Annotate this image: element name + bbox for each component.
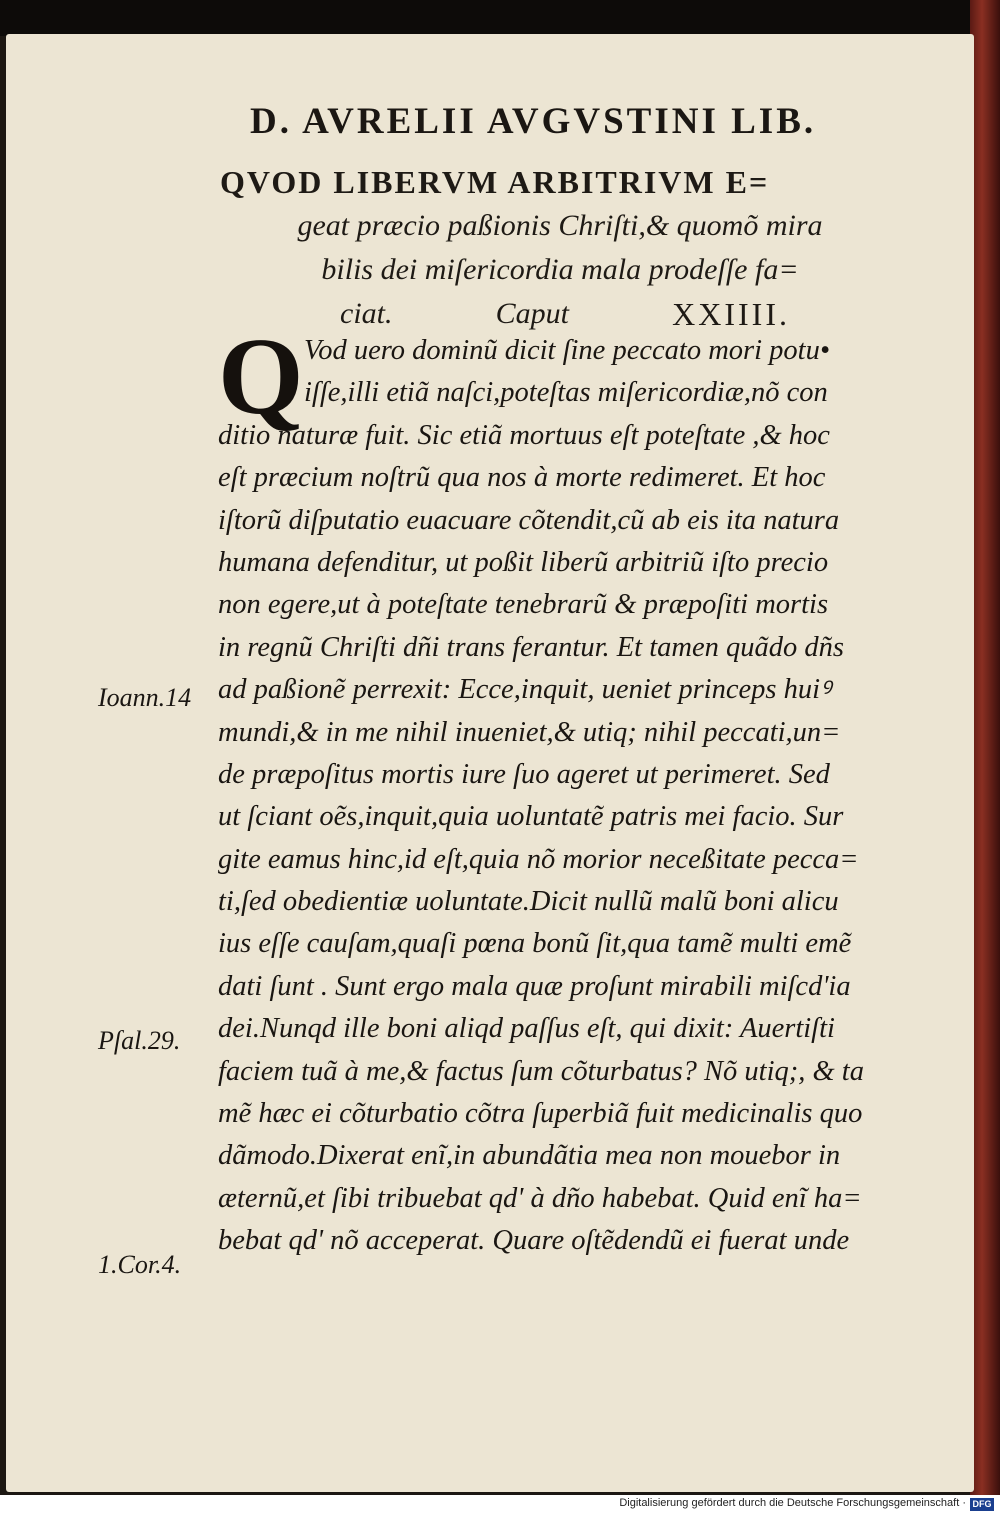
body-line: ad paßionẽ perrexit: Ecce,inquit, ueniet princeps huiꝰ bbox=[218, 674, 831, 706]
body-line: humana defenditur, ut poßit liberũ arbitriũ iſto precio bbox=[218, 546, 829, 578]
book-edge bbox=[970, 0, 1000, 1495]
chapter-heading-line-1: QVOD LIBERVM ARBITRIVM E= bbox=[220, 164, 770, 200]
body-line: de præpoſitus mortis iure ſuo ageret ut perimeret. Sed bbox=[218, 758, 830, 790]
body-line: iſſe,illi etiã naſci,poteſtas miſericordiæ,nõ con bbox=[304, 377, 828, 409]
body-line: dati ſunt . Sunt ergo mala quæ proſunt mirabili miſcd'ia bbox=[218, 970, 851, 1002]
body-line: ditio naturæ fuit. Sic etiã mortuus eſt poteſtate ,& hoc bbox=[218, 419, 830, 451]
body-line: dei.Nunqd ille boni aliqd paſſus eſt, qui dixit: Auertiſti bbox=[218, 1013, 835, 1045]
footer-credit: Digitalisierung gefördert durch die Deutsche Forschungsgemeinschaft · bbox=[619, 1497, 966, 1509]
body-line: ut ſciant oẽs,inquit,quia uoluntatẽ patris mei facio. Sur bbox=[218, 801, 844, 833]
chapter-number: XXIIII. bbox=[672, 296, 790, 332]
body-line: iſtorũ diſputatio euacuare cõtendit,cũ ab eis ita natura bbox=[218, 504, 840, 536]
body-line: mẽ hæc ei cõturbatio cõtra ſuperbiã fuit medicinalis quo bbox=[218, 1098, 863, 1130]
body-line: non egere,ut à poteſtate tenebrarũ & præpoſiti mortis bbox=[218, 589, 829, 621]
body-line: mundi,& in me nihil inueniet,& utiq; nihil peccati,un= bbox=[218, 716, 841, 748]
body-line: gite eamus hinc,id eſt,quia nõ morior neceßitate pecca= bbox=[218, 843, 859, 875]
chapter-caput-label: Caput bbox=[495, 297, 569, 330]
body-line: eſt præcium noſtrũ qua nos à morte redimeret. Et hoc bbox=[218, 462, 826, 494]
margin-note-ioann: Ioann.14 bbox=[98, 683, 192, 712]
body-line: faciem tuã à me,& factus ſum cõturbatus? Nõ utiq;, & ta bbox=[218, 1055, 864, 1087]
margin-note-cor: 1.Cor.4. bbox=[98, 1250, 182, 1279]
dfg-logo: DFG bbox=[970, 1498, 994, 1511]
running-head: D. AVRELII AVGVSTINI LIB. bbox=[250, 101, 817, 142]
body-line: dãmodo.Dixerat enĩ,in abundãtia mea non mouebor in bbox=[218, 1140, 841, 1172]
body-line: in regnũ Chriſti dñi trans ferantur. Et tamen quãdo dñs bbox=[218, 631, 844, 663]
body-line: æternũ,et ſibi tribuebat qd' à dño habebat. Quid enĩ ha= bbox=[218, 1182, 862, 1214]
body-text bbox=[218, 315, 923, 1263]
margin-note-psal: Pſal.29. bbox=[98, 1026, 181, 1055]
body-line: Vod uero dominũ dicit ſine peccato mori potu• bbox=[304, 335, 830, 366]
scan-top-edge bbox=[0, 0, 1000, 36]
body-line: ti,ſed obedientiæ uoluntate.Dicit nullũ malũ boni alicu bbox=[218, 886, 839, 918]
body-line: bebat qd' nõ acceperat. Quare oſtẽdendũ ei fuerat unde bbox=[218, 1225, 850, 1257]
chapter-heading-line-4: ciat. bbox=[340, 297, 393, 330]
chapter-heading-line-3: bilis dei miſericordia mala prodeſſe fa= bbox=[321, 253, 799, 286]
body-line: ius eſſe cauſam,quaſi pœna bonũ ſit,qua tamẽ multi emẽ bbox=[218, 928, 852, 960]
chapter-heading-line-2: geat præcio paßionis Chriſti,& quomõ mira bbox=[297, 209, 823, 242]
chapter-heading bbox=[220, 160, 900, 336]
drop-cap: Q bbox=[218, 315, 304, 437]
